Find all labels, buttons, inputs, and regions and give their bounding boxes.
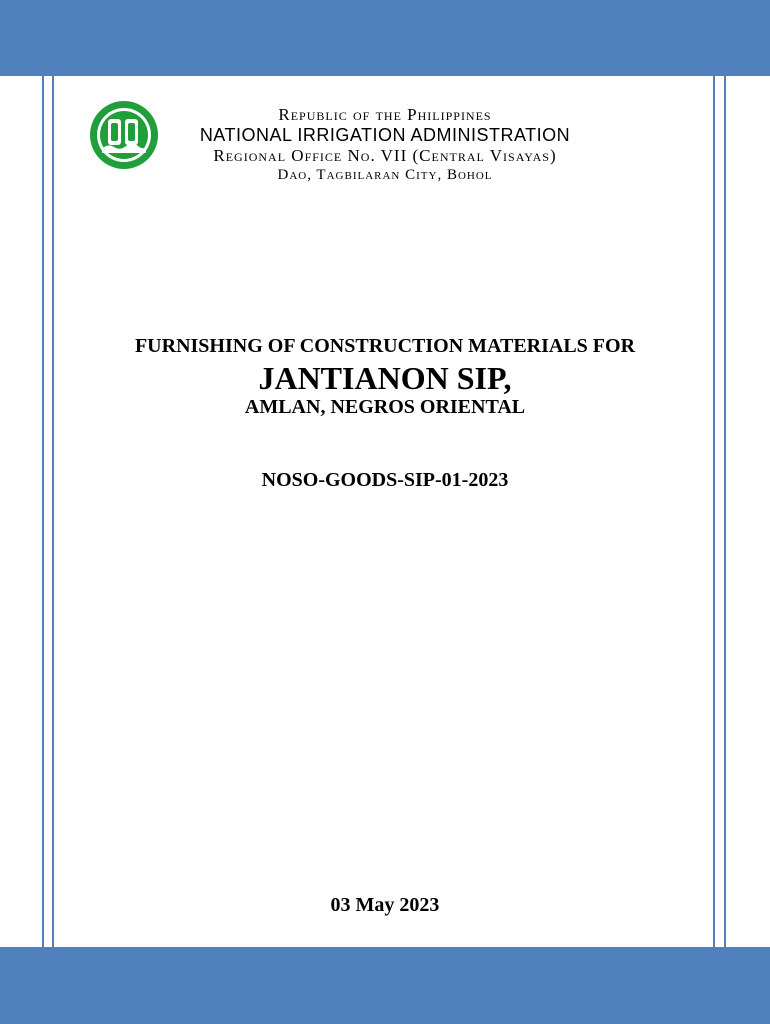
- letterhead-agency: NATIONAL IRRIGATION ADMINISTRATION: [199, 125, 571, 145]
- reference-number: NOSO-GOODS-SIP-01-2023: [261, 469, 509, 491]
- right-border-line-inner: [713, 76, 715, 947]
- bottom-blue-band: [0, 947, 770, 1024]
- letterhead-address: Dao, Tagbilaran City, Bohol: [277, 167, 493, 183]
- left-border-line-inner: [52, 76, 54, 947]
- letterhead: [150, 106, 620, 184]
- left-border-line-outer: [42, 76, 44, 947]
- document-date: 03 May 2023: [330, 894, 440, 916]
- letterhead-country: Republic of the Philippines: [278, 105, 492, 124]
- document-title-line1: FURNISHING OF CONSTRUCTION MATERIALS FOR: [134, 335, 636, 357]
- letterhead-regional-office: Regional Office No. VII (Central Visayas): [213, 146, 557, 165]
- right-border-line-outer: [724, 76, 726, 947]
- project-location: AMLAN, NEGROS ORIENTAL: [244, 396, 526, 418]
- top-blue-band: [0, 0, 770, 76]
- project-name: JANTIANON SIP,: [258, 360, 512, 396]
